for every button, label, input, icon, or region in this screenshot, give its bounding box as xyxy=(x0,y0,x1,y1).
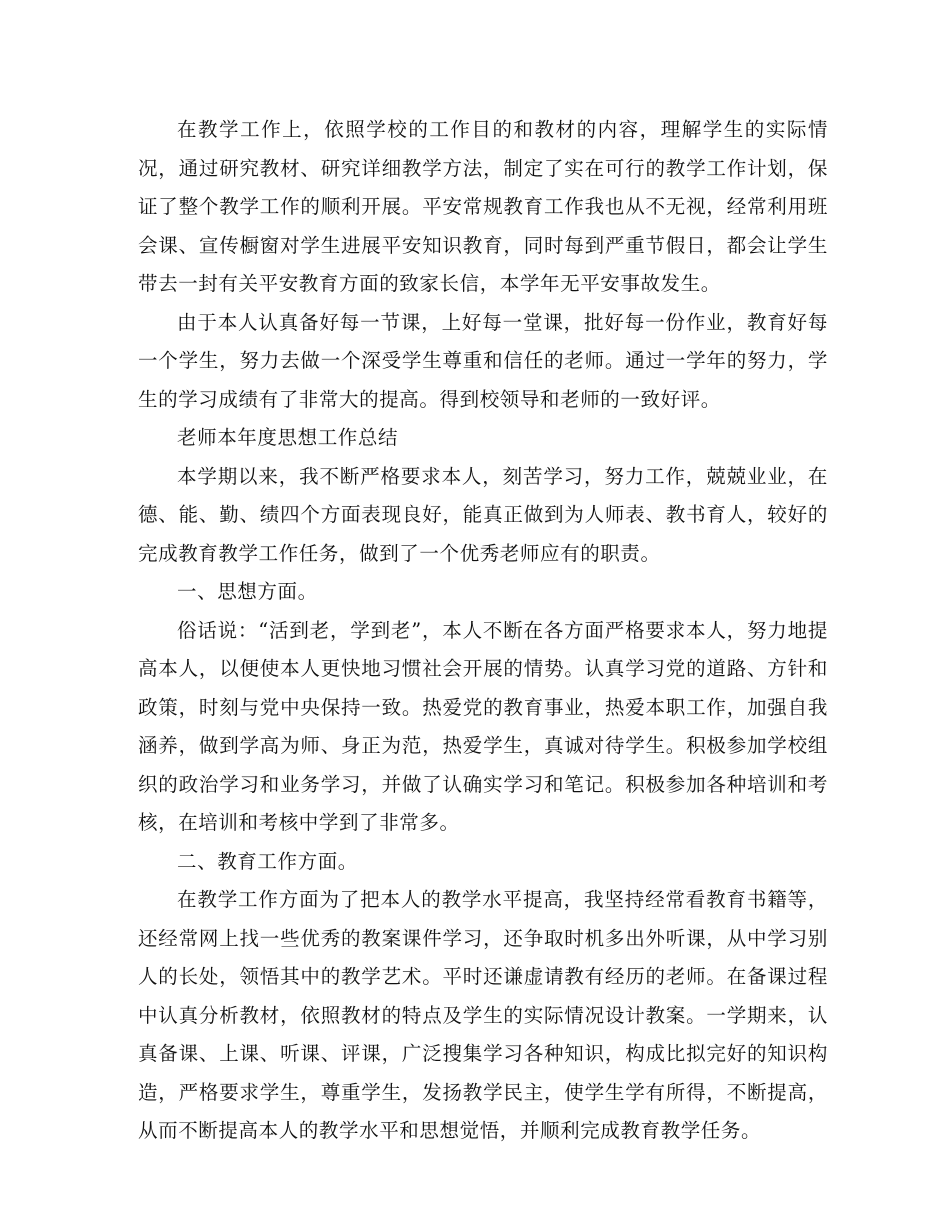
paragraph-education-work: 在教学工作方面为了把本人的教学水平提高，我坚持经常看教育书籍等，还经常网上找一些优秀的教案课件学习，还争取时机多出外听课，从中学习别人的长处，领悟其中的教学艺术。平时还谦虚请教有经历的老师。在备课过程中认真分析教材，依照教材的特点及学生的实际情况设计教案。一学期来，认真备课、上课、听课、评课，广泛搜集学习各种知识，构成比拟完好的知识构造，严格要求学生，尊重学生，发扬教学民主，使学生学有所得，不断提高，从而不断提高本人的教学水平和思想觉悟，并顺利完成教育教学任务。 xyxy=(138,888,828,1142)
section-title-summary: 老师本年度思想工作总结 xyxy=(177,426,399,449)
paragraph-semester-intro: 本学期以来，我不断严格要求本人，刻苦学习，努力工作，兢兢业业，在德、能、勤、绩四个方面表现良好，能真正做到为人师表、教书育人，较好的完成教育教学工作任务，做到了一个优秀老师应有的职责。 xyxy=(138,464,828,565)
document-body xyxy=(138,111,828,1151)
paragraph-teaching-work: 在教学工作上，依照学校的工作目的和教材的内容，理解学生的实际情况，通过研究教材、研究详细教学方法，制定了实在可行的教学工作计划，保证了整个教学工作的顺利开展。平安常规教育工作我也从不无视，经常利用班会课、宣传橱窗对学生进展平安知识教育，同时每到严重节假日，都会让学生带去一封有关平安教育方面的致家长信，本学年无平安事故发生。 xyxy=(138,118,828,295)
paragraph-ideology: 俗话说：“活到老，学到老”，本人不断在各方面严格要求本人，努力地提高本人，以便使本人更快地习惯社会开展的情势。认真学习党的道路、方针和政策，时刻与党中央保持一致。热爱党的教育事业，热爱本职工作，加强自我涵养，做到学高为师、身正为范，热爱学生，真诚对待学生。积极参加学校组织的政治学习和业务学习，并做了认确实学习和笔记。积极参加各种培训和考核，在培训和考核中学到了非常多。 xyxy=(138,618,828,834)
section-heading-ideology: 一、思想方面。 xyxy=(177,580,318,603)
paragraph-lesson-preparation: 由于本人认真备好每一节课，上好每一堂课，批好每一份作业，教育好每一个学生，努力去做一个深受学生尊重和信任的老师。通过一学年的努力，学生的学习成绩有了非常大的提高。得到校领导和老师的一致好评。 xyxy=(138,310,828,411)
section-heading-education-work: 二、教育工作方面。 xyxy=(177,849,358,873)
